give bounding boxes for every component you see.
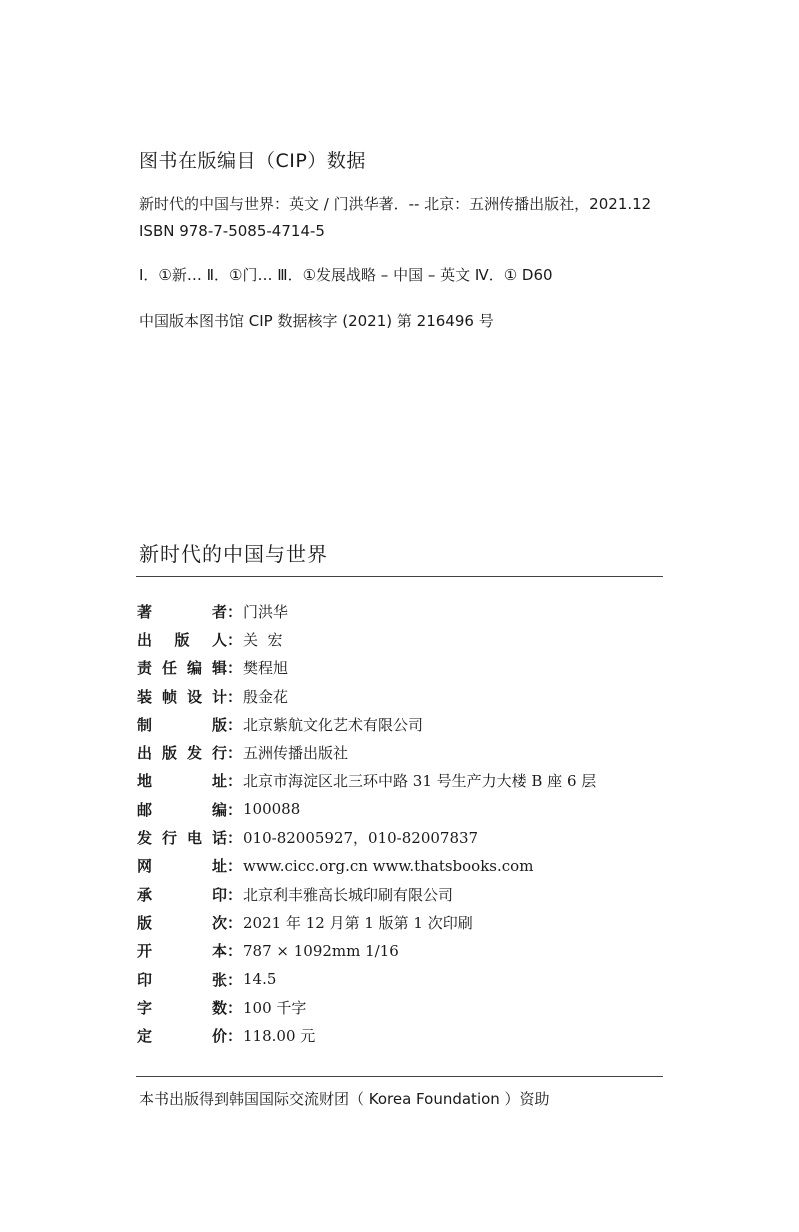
divider-top	[136, 576, 663, 577]
info-value: 010-82005927，010-82007837	[243, 829, 479, 848]
info-row	[137, 852, 677, 880]
info-row	[137, 625, 677, 653]
publication-info-list	[137, 597, 677, 1050]
info-label-char: 版	[161, 744, 177, 763]
info-label-char: 设	[186, 687, 202, 706]
info-label-char: 责	[137, 659, 153, 678]
info-colon: ：	[227, 659, 243, 678]
info-label	[137, 657, 227, 678]
info-label-char: 定	[137, 1027, 153, 1046]
info-label-char: 承	[137, 885, 153, 904]
info-row	[137, 654, 677, 682]
info-row	[137, 738, 677, 766]
info-row	[137, 908, 677, 936]
info-label	[137, 686, 227, 707]
info-label-char: 址	[211, 772, 227, 791]
info-label	[137, 770, 227, 791]
info-value: 北京利丰雅高长城印刷有限公司	[243, 885, 454, 904]
info-value: www.cicc.org.cn www.thatsbooks.com	[243, 856, 534, 875]
cip-classification-line: Ⅰ．①新… Ⅱ．①门… Ⅲ．①发展战略 – 中国 – 英文 Ⅳ．① D60	[139, 266, 553, 284]
info-label	[137, 714, 227, 735]
info-label	[137, 742, 227, 763]
info-label-char: 著	[137, 602, 153, 621]
info-label-char: 址	[211, 857, 227, 876]
info-colon: ：	[227, 687, 243, 706]
info-label-char: 帧	[161, 687, 177, 706]
info-label-char: 人	[211, 630, 227, 649]
info-value: 14.5	[243, 970, 277, 988]
info-colon: ：	[227, 744, 243, 763]
info-label	[137, 799, 227, 820]
info-label-char: 本	[211, 942, 227, 961]
info-label-char: 制	[137, 715, 153, 734]
info-value: 殷金花	[243, 687, 289, 706]
info-label	[137, 1025, 227, 1046]
info-label-char: 版	[211, 715, 227, 734]
info-colon: ：	[227, 829, 243, 848]
info-row	[137, 823, 677, 851]
info-value: 门洪华	[243, 602, 289, 621]
info-value: 100088	[243, 800, 301, 819]
info-value: 2021 年 12 月第 1 版第 1 次印刷	[243, 913, 473, 932]
info-label-char: 字	[137, 998, 153, 1017]
info-value: 关 宏	[243, 630, 283, 649]
info-value: 100 千字	[243, 998, 307, 1017]
info-label-char: 邮	[137, 800, 153, 819]
info-row	[137, 1021, 677, 1049]
info-colon: ：	[227, 630, 243, 649]
info-label	[137, 601, 227, 622]
info-label	[137, 884, 227, 905]
info-label-char: 印	[137, 970, 153, 989]
cip-record-number-line: 中国版本图书馆 CIP 数据核字 (2021) 第 216496 号	[139, 312, 494, 330]
cip-citation-line: 新时代的中国与世界：英文 / 门洪华著．-- 北京：五洲传播出版社，2021.12	[139, 195, 652, 213]
info-label-char: 网	[137, 857, 153, 876]
info-colon: ：	[227, 942, 243, 961]
info-label-char: 张	[211, 970, 227, 989]
info-colon: ：	[227, 970, 243, 989]
info-label-char: 价	[211, 1027, 227, 1046]
info-colon: ：	[227, 885, 243, 904]
info-label-char: 印	[211, 885, 227, 904]
info-label-char: 出	[137, 630, 153, 649]
info-row	[137, 795, 677, 823]
info-label	[137, 969, 227, 990]
book-title: 新时代的中国与世界	[139, 542, 328, 566]
info-colon: ：	[227, 715, 243, 734]
info-row	[137, 682, 677, 710]
info-label	[137, 997, 227, 1018]
info-label-char: 者	[211, 602, 227, 621]
info-row	[137, 993, 677, 1021]
info-row	[137, 965, 677, 993]
info-row	[137, 767, 677, 795]
cip-title: 图书在版编目（CIP）数据	[139, 150, 366, 172]
info-label	[137, 827, 227, 848]
info-colon: ：	[227, 772, 243, 791]
info-colon: ：	[227, 913, 243, 932]
info-value: 118.00 元	[243, 1027, 316, 1046]
info-value: 北京市海淀区北三环中路 31 号生产力大楼 B 座 6 层	[243, 772, 597, 791]
info-label-char: 装	[137, 687, 153, 706]
divider-bottom	[136, 1076, 663, 1077]
info-label-char: 发	[186, 744, 202, 763]
info-label-char: 计	[211, 687, 227, 706]
info-label-char: 数	[211, 998, 227, 1017]
info-row	[137, 710, 677, 738]
info-label-char: 编	[211, 800, 227, 819]
info-colon: ：	[227, 800, 243, 819]
info-label-char: 地	[137, 772, 153, 791]
info-colon: ：	[227, 857, 243, 876]
info-label-char: 辑	[211, 659, 227, 678]
info-label-char: 电	[186, 829, 202, 848]
info-value: 樊程旭	[243, 659, 289, 678]
info-value: 五洲传播出版社	[243, 744, 349, 763]
info-label-char: 任	[161, 659, 177, 678]
info-label-char: 编	[186, 659, 202, 678]
info-label-char: 版	[174, 630, 190, 649]
info-label	[137, 855, 227, 876]
info-label-char: 开	[137, 942, 153, 961]
info-row	[137, 937, 677, 965]
info-colon: ：	[227, 998, 243, 1017]
info-label-char: 版	[137, 913, 153, 932]
info-label	[137, 940, 227, 961]
info-row	[137, 597, 677, 625]
info-label	[137, 912, 227, 933]
cip-isbn-line: ISBN 978-7-5085-4714-5	[139, 222, 325, 240]
info-colon: ：	[227, 1027, 243, 1046]
info-label-char: 行	[211, 744, 227, 763]
info-label-char: 次	[211, 913, 227, 932]
info-label-char: 行	[161, 829, 177, 848]
info-label-char: 话	[211, 829, 227, 848]
info-value: 北京紫航文化艺术有限公司	[243, 715, 424, 734]
info-value: 787 × 1092mm 1/16	[243, 941, 399, 960]
info-colon: ：	[227, 602, 243, 621]
info-label-char: 发	[137, 829, 153, 848]
info-row	[137, 880, 677, 908]
funding-note: 本书出版得到韩国国际交流财团（ Korea Foundation ）资助	[139, 1090, 550, 1108]
info-label	[137, 629, 227, 650]
info-label-char: 出	[137, 744, 153, 763]
